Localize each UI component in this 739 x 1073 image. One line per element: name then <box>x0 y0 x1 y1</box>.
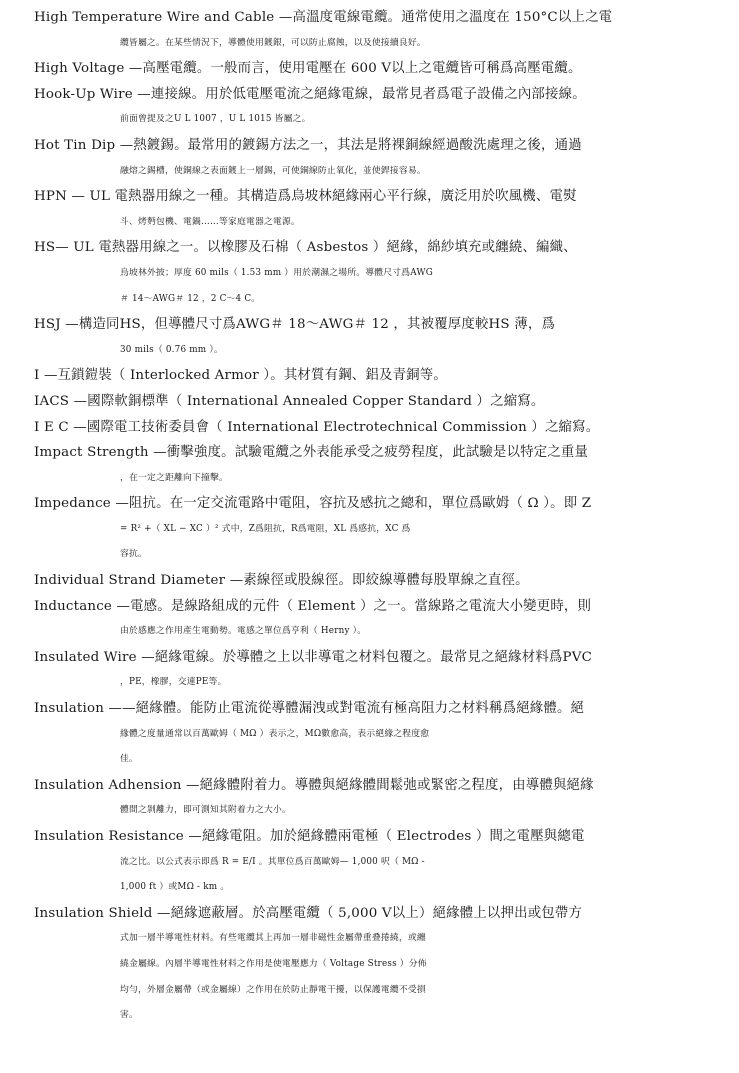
entry-line: 融熔之錫槽，使銅線之表面鍍上一層錫，可使銅線防止氧化，並使銲接容易。 <box>120 165 426 176</box>
entry-line: Hook-Up Wire —連接線。用於低電壓電流之絕緣電線，最常見者爲電子設備之內部接線。 <box>34 86 586 102</box>
entry-line: 害。 <box>120 1010 138 1021</box>
entry-line: 式加一層半導電性材料。有些電纜其上再加一層非磁性金屬帶重叠捲繞，或纏 <box>120 933 426 944</box>
entry-line: Insulation Adhension —絕緣體附着力。導體與絕緣體間鬆弛或緊密之程度，由導體與絕緣 <box>34 777 594 793</box>
entry-line: 繞金屬線。內層半導電性材料之作用是使電壓應力（ Voltage Stress ）分佈 <box>120 958 427 969</box>
entry-line: 緣體之度量通常以百萬歐姆（ MΩ ）表示之，MΩ數愈高，表示絕緣之程度愈 <box>120 728 430 739</box>
entry-line: = R² +（ XL − XC ）² 式中，Z爲阻抗，R爲電阻，XL 爲感抗，XC 爲 <box>120 523 411 534</box>
entry-line: 由於感應之作用產生電動勢。電感之單位爲亨利（ Herny ）。 <box>120 626 367 637</box>
entry-line: 30 mils（ 0.76 mm ）。 <box>120 344 223 355</box>
entry-line: HPN — UL 電熱器用線之一種。其構造爲烏坡林絕緣兩心平行線，廣泛用於吹風機、電熨 <box>34 189 577 205</box>
entry-line: High Voltage —高壓電纜。一般而言，使用電壓在 600 V以上之電纜皆可稱爲高壓電纜。 <box>34 61 582 77</box>
entry-high-voltage <box>34 56 724 82</box>
entry-hpn <box>34 184 724 235</box>
entry-line: Insulation Shield —絕緣遮蔽層。於高壓電纜（ 5,000 V以上）絕緣體上以押出或包帶方 <box>34 905 583 921</box>
entry-line: 體間之剝離力，即可測知其附着力之大小。 <box>120 805 291 816</box>
entry-line: 佳。 <box>120 754 138 765</box>
entry-line: Impedance —阻抗。在一定交流電路中電阻，容抗及感抗之總和，單位爲歐姆（ Ω ）。即 Z <box>34 496 592 512</box>
entry-line: 流之比。以公式表示即爲 R = E/I 。其單位爲百萬歐姆— 1,000 呎（ MΩ - <box>120 856 425 867</box>
entry-line: 烏坡林外披；厚度 60 mils（ 1.53 mm ）用於潮濕之場所。導體尺寸爲AWG <box>120 267 433 278</box>
entry-line: Insulated Wire —絕緣電線。於導體之上以非導電之材料包覆之。最常見之絕緣材料爲PVC <box>34 649 593 665</box>
entry-impedance <box>34 491 724 568</box>
entry-insulation <box>34 696 724 773</box>
entry-line: Hot Tin Dip —熱鍍錫。最常用的鍍錫方法之一，其法是將裸銅線經過酸洗處理之後，通過 <box>34 137 582 153</box>
entry-line: Insulation Resistance —絕緣電阻。加於絕緣體兩電極（ Electrodes ）間之電壓與總電 <box>34 829 585 844</box>
entry-line: Insulation ——絕緣體。能防止電流從導體漏洩或對電流有極高阻力之材料稱爲絕緣體。絕 <box>34 701 585 717</box>
glossary-entries <box>34 5 724 1029</box>
entry-inductance <box>34 594 724 645</box>
entry-hook-up-wire <box>34 82 724 133</box>
entry-line: High Temperature Wire and Cable —高溫度電線電纜。通常使用之溫度在 150°C以上之電 <box>34 10 613 25</box>
entry-line: Individual Strand Diameter —素線徑或股線徑。即絞線導體每股單線之直徑。 <box>34 573 529 589</box>
entry-line: 均勻，外層金屬帶（或金屬線）之作用在於防止靜電干擾，以保護電纜不受損 <box>120 984 426 995</box>
entry-line: HSJ —構造同HS，但導體尺寸爲AWG＃ 18～AWG＃ 12 ，其被覆厚度較HS 薄，爲 <box>34 317 556 333</box>
entry-line: IACS —國際軟銅標準（ International Annealed Copper Standard ）之縮寫。 <box>34 393 545 409</box>
entry-line: 前面曾提及之U L 1007 ，U L 1015 皆屬之。 <box>120 114 311 125</box>
entry-iacs <box>34 389 724 415</box>
entry-hsj <box>34 312 724 363</box>
entry-line: I —互鎖鎧裝（ Interlocked Armor ）。其材質有鋼、鋁及青銅等。 <box>34 368 447 384</box>
entry-hot-tin-dip <box>34 133 724 184</box>
entry-individual-strand-diameter <box>34 568 724 594</box>
entry-line: I E C —國際電工技術委員會（ International Electrotechnical Commission ）之縮寫。 <box>34 419 600 435</box>
entry-line: HS— UL 電熱器用線之一。以橡膠及石棉（ Asbestos ）絕緣，綿紗填充或纏繞、編織、 <box>34 240 577 256</box>
entry-line: 1,000 ft ）或MΩ - km 。 <box>120 882 230 893</box>
entry-impact-strength <box>34 440 724 491</box>
entry-line: ＃ 14～AWG＃ 12 ，2 C～4 C。 <box>120 293 261 304</box>
entry-hs <box>34 235 724 312</box>
entry-line: Inductance —電感。是線路組成的元件（ Element ）之一。當線路之電流大小變更時，則 <box>34 598 592 614</box>
entry-insulation-adhension <box>34 773 724 824</box>
entry-line: Impact Strength —衝擊強度。試驗電纜之外表能承受之疲勞程度，此試驗是以特定之重量 <box>34 445 589 461</box>
entry-insulated-wire <box>34 645 724 696</box>
entry-high-temperature-wire <box>34 5 724 56</box>
entry-line: ，PE，橡膠，交連PE等。 <box>120 677 227 688</box>
entry-line: 纜皆屬之。在某些情況下，導體使用鍍銀，可以防止腐蝕，以及使接續良好。 <box>120 37 426 48</box>
entry-line: 容抗。 <box>120 549 147 560</box>
entry-line: 斗、烤麪包機、電鍋……等家庭電器之電源。 <box>120 216 300 227</box>
entry-i-interlocked-armor <box>34 363 724 389</box>
entry-insulation-shield <box>34 901 724 1029</box>
entry-line: ，在一定之距離向下撞擊。 <box>120 472 228 483</box>
entry-iec <box>34 415 724 441</box>
entry-insulation-resistance <box>34 824 724 901</box>
